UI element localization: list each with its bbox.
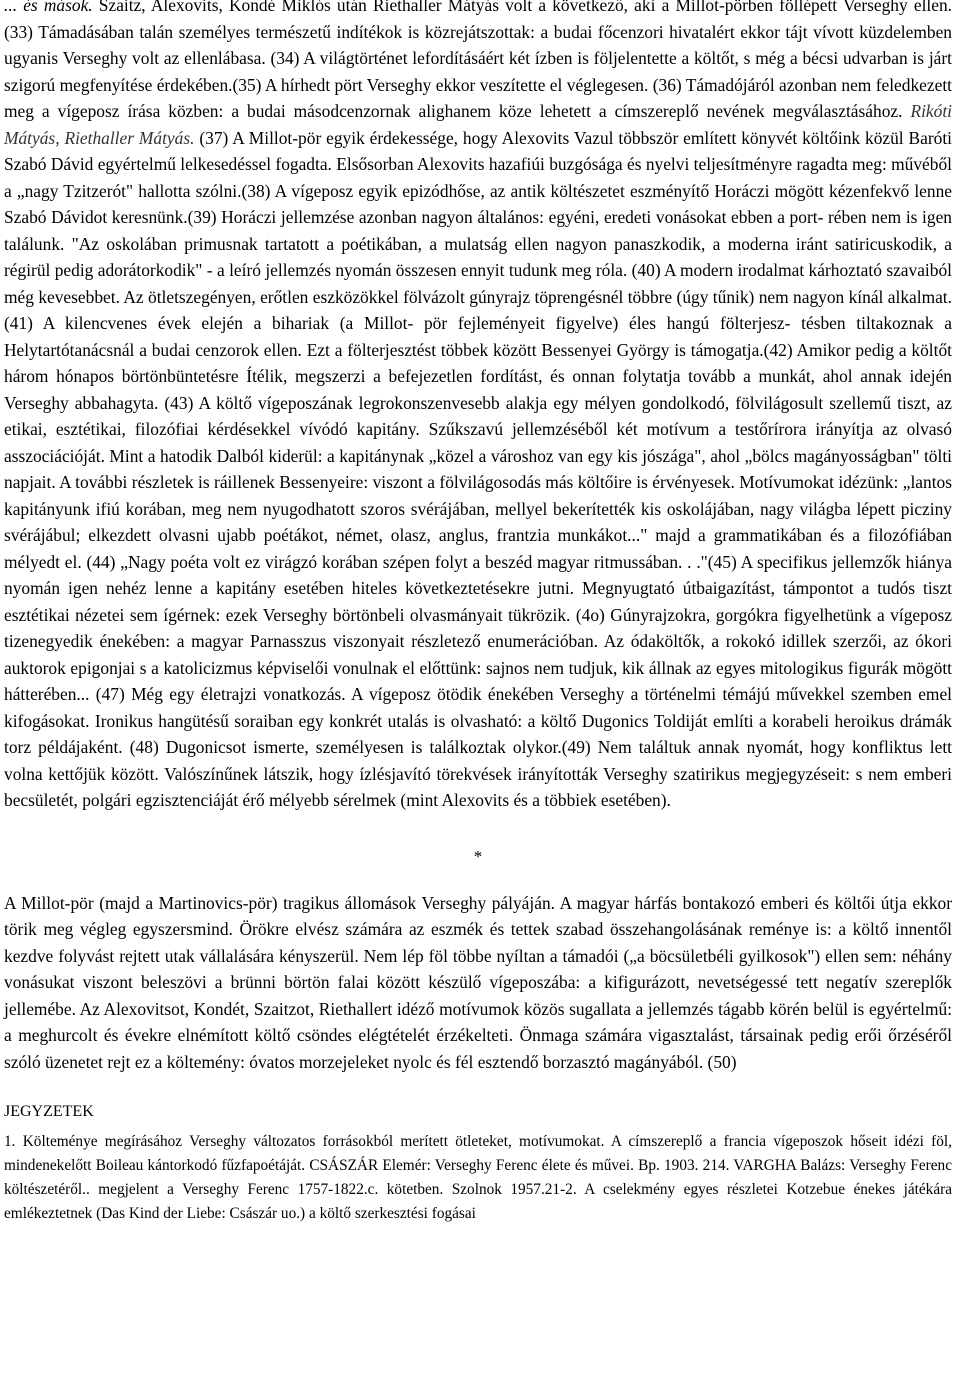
- second-paragraph: A Millot-pör (majd a Martinovics-pör) tragikus állomások Verseghy pályáján. A magyar hárfás bontakozó emberi és költői útja ekkor törik meg végleg egyszersmind. Örökre elvész számára az eszmék és tettek szabad összehangolásának reménye is: a költő innentől kezdve folyvást rejtett utak vállalására kényszerül. Nem lép föl többe nyíltan a támadói („a böcsületbéli gyilkosok") ellen sem: néhány vonásukat viszont beleszövi a brünni börtön falai között készülő vígeposzába: a kifigurázott, nevetségessé tett negatív szereplők jellemébe. Az Alexovitsot, Kondét, Szaitzot, Riethallert idéző motívumok közös sugallata a jellemzés tágabb körén belül is egyértelmű: a meghurcolt és évekre elnémított költő csöndes elégtételét érzékelteti. Önmaga számára vigasztalást, társainak pedig erői őrzéséről szóló üzenetet rejt ez a költemény: óvatos morzejeleket nyolc és fél esztendő borzasztó magányából. (50): [4, 892, 952, 1072]
- paragraph-text-continued: (37) A Millot-pör egyik érdekessége, hogy Alexovits Vazul többször említett könyvét költőink közül Baróti Szabó Dávid egyértelmű lelkesedéssel fogadta. Elsősorban Alexovits hazafiúi buzgósága és nyelvi teljesítményre ragadta meg: művéből a „nagy Tzitzerót" hallotta szólni.(38) A vígeposz egyik epizódhőse, az antik költészetet eszményítő Horáczi mögött kézenfekvő lenne Szabó Dávidot keresnünk.(39) Horáczi jellemzése azonban nagyon általános: egyéni, eredeti vonásokat ebben a port- rében nem is igen találunk. "Az oskolában primusnak tartatott a poétikában, a mulatság ellen nagyon panaszkodik, a moderna iránt satiricuskodik, a régirül pedig adorátorkodik" - a leíró jellemzés nyomán összesen ennyit tudunk meg róla. (40) A modern irodalmat kárhoztató szavaiból még kevesebbet. Az ötletszegényen, erőtlen eszközökkel fölvázolt gúnyrajz töprengésnél többre (úgy tűnik) nem nagyon kínál alkalmat.(41) A kilencvenes évek elején a bihariak (a Millot- pör fejleményeit figyelve) éles hangú fölterjesz- tésben tiltakoznak a Helytartótanácsnál a budai cenzorok ellen. Ezt a fölterjesztést többek között Bessenyei György is támogatja.(42) Amikor pedig a költőt három hónapos börtönbüntetésre Ítélik, megszerzi a befejezetlen fordítást, és onnan folytatja tovább a munkát, ahol annak idején Verseghy abbahagyta. (43) A költő vígeposzának legrokonszenvesebb alakja egy mélyen gondolkodó, fölvilágosult szellemű tiszt, az etikai, esztétikai, filozófiai kérdésekkel vívódó kapitány. Szűkszavú jellemzéséből két motívum a testőrírora irányítja az olvasó asszociációját. Mint a hatodik Dalból kiderül: a kapitánynak „közel a városhoz van egy kis jószága", ahol „bölcs magányosságban" tölti napjait. A további részletek is ráillenek Bessenyeire: viszont a fölvilágosodás más költőire is érvényesek. Motívumokat idézünk: „lantos kapitányunk ifiú korában, meg nem nyugodhatott szoros svérájában, mellyel bekerítették kis oskolájában, nagy világba lépett picziny svérájábul; elkezdett olvasni ujabb poétákot, német, olasz, anglus, frantzia munkákot..." majd a grammatikában és a filozófiában mélyedt el. (44) „Nagy poéta volt ez virágzó korában szépen folyt a beszéd magyar ritmussában. . ."(45) A specifikus jellemzők hiánya nyomán igen nehéz lenne a kapitány esetében hiteles következtetésekre jutni. Megnyugtató útbaigazítást, támpontot a tudós tiszt esztétikai nézetei sem ígérnek: ezek Verseghy börtönbeli olvasmányait tükrözik. (4o) Gúnyrajzokra, gorgókra figyelhetünk a vígeposz tizenegyedik énekében: a magyar Parnasszus viszonyait részletező enumerációban. Az ódaköltők, a rokokó idillek szerzői, az ókori auktorok epigonjai s a katolicizmus képviselői vonulnak el előttünk: sajnos nem tudjuk, kik állnak az egyes mitologikus figurák mögött hátterében... (47) Még egy életrajzi vonatkozás. A vígeposz ötödik énekében Verseghy a történelmi témájú művekkel szemben emel kifogásokat. Ironikus hangütésű soraiban egy konkrét utalás is olvasható: a költő Dugonics Toldiját említi a korabeli heroikus drámák torz példájaként. (48) Dugonicsot ismerte, személyesen is találkoztak olykor.(49) Nem találtuk annak nyomát, hogy konfliktus lett volna kettőjük között. Valószínűnek látszik, hogy ízlésjavító törekvések irányították Verseghy szatirikus megjegyzéseit: s nem emberi becsületét, polgári egzisztenciáját érő mélyebb sérelmek (mint Alexovits és a többiek esetében).: [4, 127, 953, 810]
- main-paragraph: [4, 0, 952, 814]
- paragraph-text: Szaitz, Alexovits, Kondé Miklós után Riethaller Mátyás volt a következő, aki a Millot-pörben föllépett Verseghy ellen. (33) Támadásában talán személyes természetű indítékok is közrejátszottak: a budai főcenzori hivatalért ekkor tájt vívott küzdelemben ugyanis Verseghy volt az ellenlábasa. (34) A világtörténet lefordításáért két ízben is följelentette a költőt, s még a bécsi udvarban is járt szigorú megfenyítése érdekében.(35) A hírhedt pört Verseghy ekkor veszítette el véglegesen. (36) Támadójáról azonban nem feledkezett meg a vígeposz írása közben: a budai másodcenzornak alighanem köze lehetett a címszereplő nevének megválasztásához.: [4, 0, 952, 121]
- intro-italic-fragment: ... és mások.: [4, 0, 93, 15]
- document-page: [4, 0, 952, 1226]
- section-divider-asterisk: *: [473, 846, 483, 866]
- notes-heading: JEGYZETEK: [4, 1103, 94, 1120]
- name-pair-italic: Rikóti Mátyás, Riethaller Mátyás.: [4, 101, 952, 148]
- footnote-item: 1. Költeménye megírásához Verseghy változatos forrásokból merített ötleteket, motívumokat. A címszereplő a francia vígeposzok hőseit idézi föl, mindenekelőtt Boileau kántorkodó fűzfapoétáját. CSÁSZÁR Elemér: Verseghy Ferenc élete és művei. Bp. 1903. 214. VARGHA Balázs: Verseghy Ferenc költészetéről.. megjelent a Verseghy Ferenc 1757-1822.c. kötetben. Szolnok 1957.21-2. A cselekmény egyes részletei Kotzebue énekes játékára emlékeztetnek (Das Kind der Liebe: Császár uo.) a költő szerkesztési fogásai: [4, 1133, 952, 1222]
